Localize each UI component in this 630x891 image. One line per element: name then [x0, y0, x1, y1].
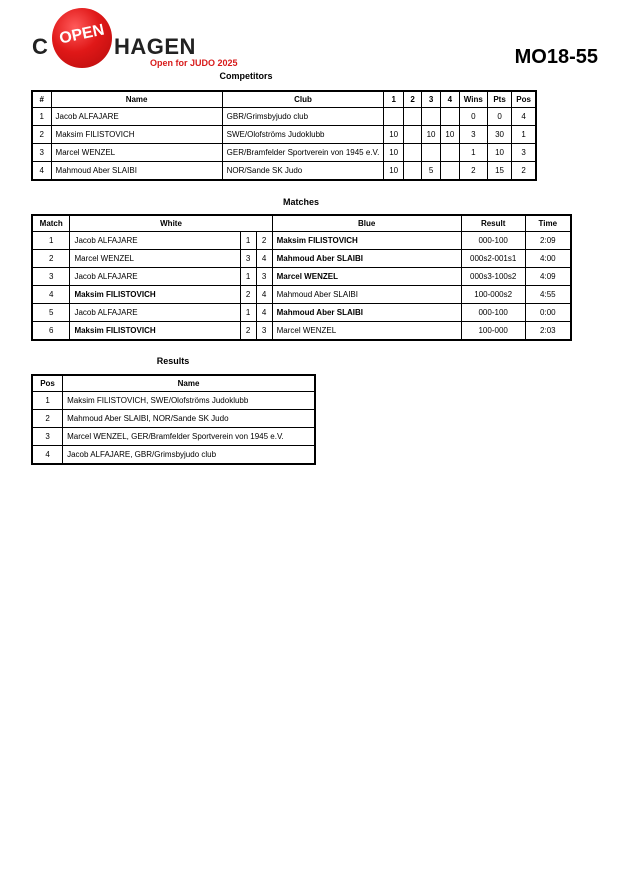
score-vs-4	[440, 162, 459, 181]
result-position: 3	[32, 428, 63, 446]
logo-hagen-text: HAGEN	[114, 34, 196, 59]
match-number: 5	[32, 304, 70, 322]
result-name: Maksim FILISTOVICH, SWE/Olofströms Judoklubb	[63, 392, 315, 410]
match-number: 4	[32, 286, 70, 304]
match-time: 0:00	[525, 304, 571, 322]
score-vs-3	[422, 108, 441, 126]
score-vs-1: 10	[384, 126, 404, 144]
white-competitor-number: 2	[240, 322, 256, 341]
match-number: 6	[32, 322, 70, 341]
competitors-header-cell: #	[32, 91, 51, 108]
blue-competitor-number: 2	[256, 232, 272, 250]
competitors-header-row	[32, 91, 536, 108]
match-row	[32, 286, 571, 304]
results-header-row	[32, 375, 315, 392]
white-competitor: Maksim FILISTOVICH	[70, 322, 240, 341]
competitors-header-cell: Name	[51, 91, 222, 108]
logo-open-text: OPEN	[57, 21, 106, 48]
blue-competitor-number: 4	[256, 304, 272, 322]
competitors-header-cell: Club	[222, 91, 384, 108]
result-position: 2	[32, 410, 63, 428]
result-row	[32, 446, 315, 465]
event-logo	[30, 6, 270, 76]
logo-red-circle	[52, 8, 112, 68]
match-row	[32, 268, 571, 286]
match-result: 000-100	[461, 232, 525, 250]
competitors-header-cell: 1	[384, 91, 404, 108]
matches-header-cell: Result	[461, 215, 525, 232]
matches-header-cell: Match	[32, 215, 70, 232]
blue-competitor: Marcel WENZEL	[272, 268, 461, 286]
competitor-points: 15	[487, 162, 511, 181]
competitor-row	[32, 162, 536, 181]
match-number: 2	[32, 250, 70, 268]
blue-competitor: Marcel WENZEL	[272, 322, 461, 341]
score-vs-1: 10	[384, 144, 404, 162]
white-competitor: Marcel WENZEL	[70, 250, 240, 268]
competitor-wins: 3	[459, 126, 487, 144]
white-competitor: Jacob ALFAJARE	[70, 232, 240, 250]
blue-competitor-number: 4	[256, 250, 272, 268]
match-result: 100-000	[461, 322, 525, 341]
blue-competitor: Maksim FILISTOVICH	[272, 232, 461, 250]
match-row	[32, 322, 571, 341]
category-title: MO18-55	[514, 46, 598, 68]
competitors-header-cell: Wins	[459, 91, 487, 108]
matches-header-cell: White	[70, 215, 272, 232]
match-number: 3	[32, 268, 70, 286]
competitor-name: Marcel WENZEL	[51, 144, 222, 162]
competitor-points: 30	[487, 126, 511, 144]
blue-competitor: Mahmoud Aber SLAIBI	[272, 286, 461, 304]
white-competitor-number: 3	[240, 250, 256, 268]
competitors-header-cell: 4	[440, 91, 459, 108]
competitors-header-cell: 2	[404, 91, 422, 108]
matches-table	[31, 214, 572, 341]
score-vs-3: 10	[422, 126, 441, 144]
match-time: 4:09	[525, 268, 571, 286]
competitor-number: 1	[32, 108, 51, 126]
competitor-position: 4	[512, 108, 536, 126]
match-result: 000s2-001s1	[461, 250, 525, 268]
competitor-number: 4	[32, 162, 51, 181]
competitor-club: GBR/Grimsbyjudo club	[222, 108, 384, 126]
competitor-club: GER/Bramfelder Sportverein von 1945 e.V.	[222, 144, 384, 162]
match-row	[32, 304, 571, 322]
score-vs-2	[404, 108, 422, 126]
blue-competitor-number: 3	[256, 322, 272, 341]
white-competitor-number: 1	[240, 268, 256, 286]
white-competitor-number: 1	[240, 304, 256, 322]
match-time: 4:55	[525, 286, 571, 304]
match-row	[32, 232, 571, 250]
competitors-header-cell: Pts	[487, 91, 511, 108]
matches-header-cell: Blue	[272, 215, 461, 232]
competitor-club: SWE/Olofströms Judoklubb	[222, 126, 384, 144]
results-header-cell: Pos	[32, 375, 63, 392]
logo-letter-c: C	[32, 34, 48, 59]
competitor-row	[32, 108, 536, 126]
competitor-name: Mahmoud Aber SLAIBI	[51, 162, 222, 181]
score-vs-2	[404, 144, 422, 162]
result-name: Marcel WENZEL, GER/Bramfelder Sportverein von 1945 e.V.	[63, 428, 315, 446]
competitor-position: 2	[512, 162, 536, 181]
blue-competitor-number: 4	[256, 286, 272, 304]
result-row	[32, 428, 315, 446]
score-vs-1: 10	[384, 162, 404, 181]
match-result: 000s3-100s2	[461, 268, 525, 286]
competitors-header-cell: 3	[422, 91, 441, 108]
logo-subtitle: Open for JUDO 2025	[150, 58, 238, 68]
result-row	[32, 392, 315, 410]
competitor-position: 3	[512, 144, 536, 162]
result-position: 1	[32, 392, 63, 410]
results-table	[31, 374, 316, 465]
result-row	[32, 410, 315, 428]
match-result: 100-000s2	[461, 286, 525, 304]
match-time: 4:00	[525, 250, 571, 268]
competitor-name: Maksim FILISTOVICH	[51, 126, 222, 144]
white-competitor: Jacob ALFAJARE	[70, 268, 240, 286]
result-name: Mahmoud Aber SLAIBI, NOR/Sande SK Judo	[63, 410, 315, 428]
matches-header-row	[32, 215, 571, 232]
matches-title: Matches	[282, 197, 319, 207]
score-vs-3: 5	[422, 162, 441, 181]
blue-competitor-number: 3	[256, 268, 272, 286]
competitor-points: 0	[487, 108, 511, 126]
score-vs-4	[440, 144, 459, 162]
score-vs-2	[404, 126, 422, 144]
score-vs-4: 10	[440, 126, 459, 144]
white-competitor: Jacob ALFAJARE	[70, 304, 240, 322]
matches-header-cell: Time	[525, 215, 571, 232]
white-competitor-number: 2	[240, 286, 256, 304]
results-header-cell: Name	[63, 375, 315, 392]
blue-competitor: Mahmoud Aber SLAIBI	[272, 250, 461, 268]
score-vs-1	[384, 108, 404, 126]
competitor-wins: 2	[459, 162, 487, 181]
competitor-wins: 0	[459, 108, 487, 126]
white-competitor-number: 1	[240, 232, 256, 250]
blue-competitor: Mahmoud Aber SLAIBI	[272, 304, 461, 322]
results-title: Results	[156, 356, 190, 366]
competitor-number: 2	[32, 126, 51, 144]
match-result: 000-100	[461, 304, 525, 322]
white-competitor: Maksim FILISTOVICH	[70, 286, 240, 304]
competitors-table	[31, 90, 537, 181]
match-number: 1	[32, 232, 70, 250]
competitors-title: Competitors	[219, 71, 273, 81]
result-position: 4	[32, 446, 63, 465]
competitor-number: 3	[32, 144, 51, 162]
match-row	[32, 250, 571, 268]
competitor-row	[32, 144, 536, 162]
competitor-points: 10	[487, 144, 511, 162]
score-vs-4	[440, 108, 459, 126]
competitor-position: 1	[512, 126, 536, 144]
match-time: 2:03	[525, 322, 571, 341]
competitor-row	[32, 126, 536, 144]
competitor-name: Jacob ALFAJARE	[51, 108, 222, 126]
result-name: Jacob ALFAJARE, GBR/Grimsbyjudo club	[63, 446, 315, 465]
competitor-club: NOR/Sande SK Judo	[222, 162, 384, 181]
competitor-wins: 1	[459, 144, 487, 162]
match-time: 2:09	[525, 232, 571, 250]
score-vs-2	[404, 162, 422, 181]
competitors-header-cell: Pos	[512, 91, 536, 108]
score-vs-3	[422, 144, 441, 162]
